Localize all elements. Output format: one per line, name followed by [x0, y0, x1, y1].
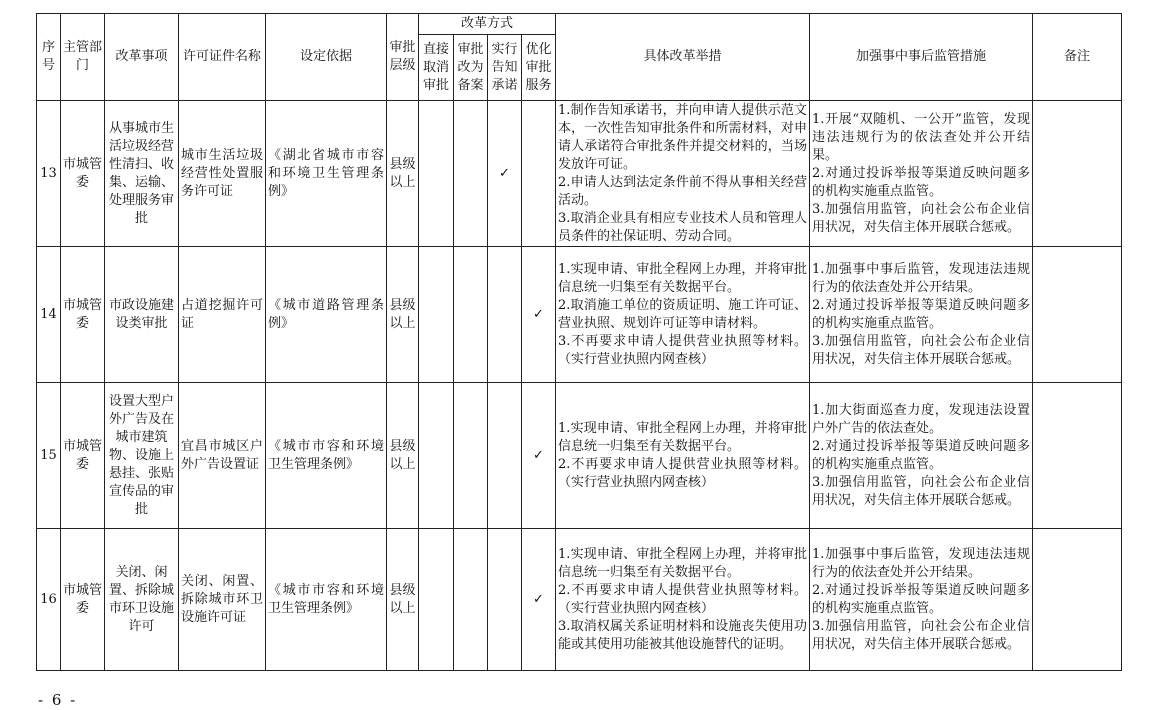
- measure-item: 3.不再要求申请人提供营业执照等材料。（实行营业执照内网查核）: [558, 333, 808, 367]
- row-remark: [1033, 529, 1122, 671]
- row-mark-cancel: [419, 101, 454, 247]
- supervision-item: 3.加强信用监管，向社会公布企业信用状况，对失信主体开展联合惩戒。: [812, 618, 1031, 652]
- row-license: 宜昌市城区户外广告设置证: [179, 383, 266, 529]
- reform-table: [36, 13, 1122, 671]
- supervision-item: 3.加强信用监管，向社会公布企业信用状况，对失信主体开展联合惩戒。: [812, 201, 1031, 235]
- measure-item: 3.取消权属关系证明材料和设施丧失使用功能或其使用功能被其他设施替代的证明。: [558, 618, 808, 652]
- row-mark-cancel: [419, 529, 454, 671]
- row-dept: 市城管委: [61, 529, 105, 671]
- header-row-1: [37, 14, 1122, 35]
- row-level: 县级以上: [387, 247, 419, 383]
- row-mark-cancel: [419, 383, 454, 529]
- row-mark-commitment: [488, 247, 522, 383]
- row-dept: 市城管委: [61, 383, 105, 529]
- row-level: 县级以上: [387, 101, 419, 247]
- row-mark-optimize: ✓: [522, 383, 556, 529]
- row-remark: [1033, 101, 1122, 247]
- row-level: 县级以上: [387, 383, 419, 529]
- row-mark-optimize: [522, 101, 556, 247]
- row-dept: 市城管委: [61, 101, 105, 247]
- measure-item: 1.实现申请、审批全程网上办理，并将审批信息统一归集至有关数据平台。: [558, 420, 808, 454]
- supervision-item: 3.加强信用监管，向社会公布企业信用状况，对失信主体开展联合惩戒。: [812, 333, 1031, 367]
- row-item: 关闭、闲置、拆除城市环卫设施许可: [105, 529, 179, 671]
- row-license: 城市生活垃圾经营性处置服务许可证: [179, 101, 266, 247]
- row-mark-filing: [454, 247, 488, 383]
- table-row: [37, 247, 1122, 383]
- header-remark: 备注: [1033, 14, 1122, 101]
- row-item: 从事城市生活垃圾经营性清扫、收集、运输、处理服务审批: [105, 101, 179, 247]
- row-seq: 13: [37, 101, 61, 247]
- supervision-item: 1.加强事中事后监管，发现违法违规行为的依法查处并公开结果。: [812, 546, 1031, 580]
- supervision-item: 1.加强事中事后监管，发现违法违规行为的依法查处并公开结果。: [812, 261, 1031, 295]
- row-basis: 《城市道路管理条例》: [266, 247, 387, 383]
- row-basis: 《湖北省城市市容和环境卫生管理条例》: [266, 101, 387, 247]
- row-mark-filing: [454, 529, 488, 671]
- measure-item: 1.实现申请、审批全程网上办理，并将审批信息统一归集至有关数据平台。: [558, 261, 808, 295]
- header-basis: 设定依据: [266, 14, 387, 101]
- header-license: 许可证件名称: [179, 14, 266, 101]
- row-seq: 14: [37, 247, 61, 383]
- row-license: 占道挖掘许可证: [179, 247, 266, 383]
- row-item: 市政设施建设类审批: [105, 247, 179, 383]
- supervision-item: 2.对通过投诉举报等渠道反映问题多的机构实施重点监管。: [812, 438, 1031, 472]
- header-filing: 审批改为备案: [454, 35, 488, 101]
- header-cancel: 直接取消审批: [419, 35, 454, 101]
- supervision-item: 2.对通过投诉举报等渠道反映问题多的机构实施重点监管。: [812, 297, 1031, 331]
- measure-item: 3.取消企业具有相应专业技术人员和管理人员条件的社保证明、劳动合同。: [558, 210, 808, 244]
- row-supervision: [810, 247, 1033, 383]
- row-mark-filing: [454, 383, 488, 529]
- row-mark-filing: [454, 101, 488, 247]
- supervision-item: 2.对通过投诉举报等渠道反映问题多的机构实施重点监管。: [812, 165, 1031, 199]
- header-commitment: 实行告知承诺: [488, 35, 522, 101]
- measure-item: 2.申请人达到法定条件前不得从事相关经营活动。: [558, 174, 808, 208]
- row-measures: [556, 529, 810, 671]
- measure-item: 2.不再要求申请人提供营业执照等材料。（实行营业执照内网查核）: [558, 582, 808, 616]
- table-row: [37, 529, 1122, 671]
- row-basis: 《城市市容和环境卫生管理条例》: [266, 529, 387, 671]
- header-level: 审批层级: [387, 14, 419, 101]
- row-measures: [556, 383, 810, 529]
- measure-item: 2.取消施工单位的资质证明、施工许可证、营业执照、规划许可证等申请材料。: [558, 297, 808, 331]
- table-row: [37, 101, 1122, 247]
- row-mark-commitment: [488, 383, 522, 529]
- row-mark-commitment: [488, 529, 522, 671]
- measure-item: 2.不再要求申请人提供营业执照等材料。（实行营业执照内网查核）: [558, 456, 808, 490]
- row-seq: 16: [37, 529, 61, 671]
- page-number: - 6 -: [38, 691, 78, 709]
- measure-item: 1.制作告知承诺书，并向申请人提供示范文本，一次性告知审批条件和所需材料，对申请人承诺符合审批条件并提交材料的，当场发放许可证。: [558, 102, 808, 172]
- header-reform-way: 改革方式: [419, 14, 556, 35]
- header-optimize: 优化审批服务: [522, 35, 556, 101]
- header-dept: 主管部门: [61, 14, 105, 101]
- header-item: 改革事项: [105, 14, 179, 101]
- row-mark-cancel: [419, 247, 454, 383]
- row-level: 县级以上: [387, 529, 419, 671]
- row-supervision: [810, 383, 1033, 529]
- row-remark: [1033, 247, 1122, 383]
- row-measures: [556, 247, 810, 383]
- header-seq: 序号: [37, 14, 61, 101]
- row-measures: [556, 101, 810, 247]
- measure-item: 1.实现申请、审批全程网上办理，并将审批信息统一归集至有关数据平台。: [558, 546, 808, 580]
- row-basis: 《城市市容和环境卫生管理条例》: [266, 383, 387, 529]
- supervision-item: 1.加大街面巡查力度，发现违法设置户外广告的依法查处。: [812, 402, 1031, 436]
- row-mark-commitment: ✓: [488, 101, 522, 247]
- row-license: 关闭、闲置、拆除城市环卫设施许可证: [179, 529, 266, 671]
- supervision-item: 3.加强信用监管，向社会公布企业信用状况，对失信主体开展联合惩戒。: [812, 474, 1031, 508]
- header-supervision: 加强事中事后监管措施: [810, 14, 1033, 101]
- row-seq: 15: [37, 383, 61, 529]
- row-remark: [1033, 383, 1122, 529]
- row-mark-optimize: ✓: [522, 529, 556, 671]
- supervision-item: 2.对通过投诉举报等渠道反映问题多的机构实施重点监管。: [812, 582, 1031, 616]
- row-supervision: [810, 529, 1033, 671]
- row-supervision: [810, 101, 1033, 247]
- row-mark-optimize: ✓: [522, 247, 556, 383]
- header-measures: 具体改革举措: [556, 14, 810, 101]
- row-dept: 市城管委: [61, 247, 105, 383]
- supervision-item: 1.开展“双随机、一公开”监管，发现违法违规行为的依法查处并公开结果。: [812, 111, 1031, 163]
- table-row: [37, 383, 1122, 529]
- row-item: 设置大型户外广告及在城市建筑物、设施上悬挂、张贴宣传品的审批: [105, 383, 179, 529]
